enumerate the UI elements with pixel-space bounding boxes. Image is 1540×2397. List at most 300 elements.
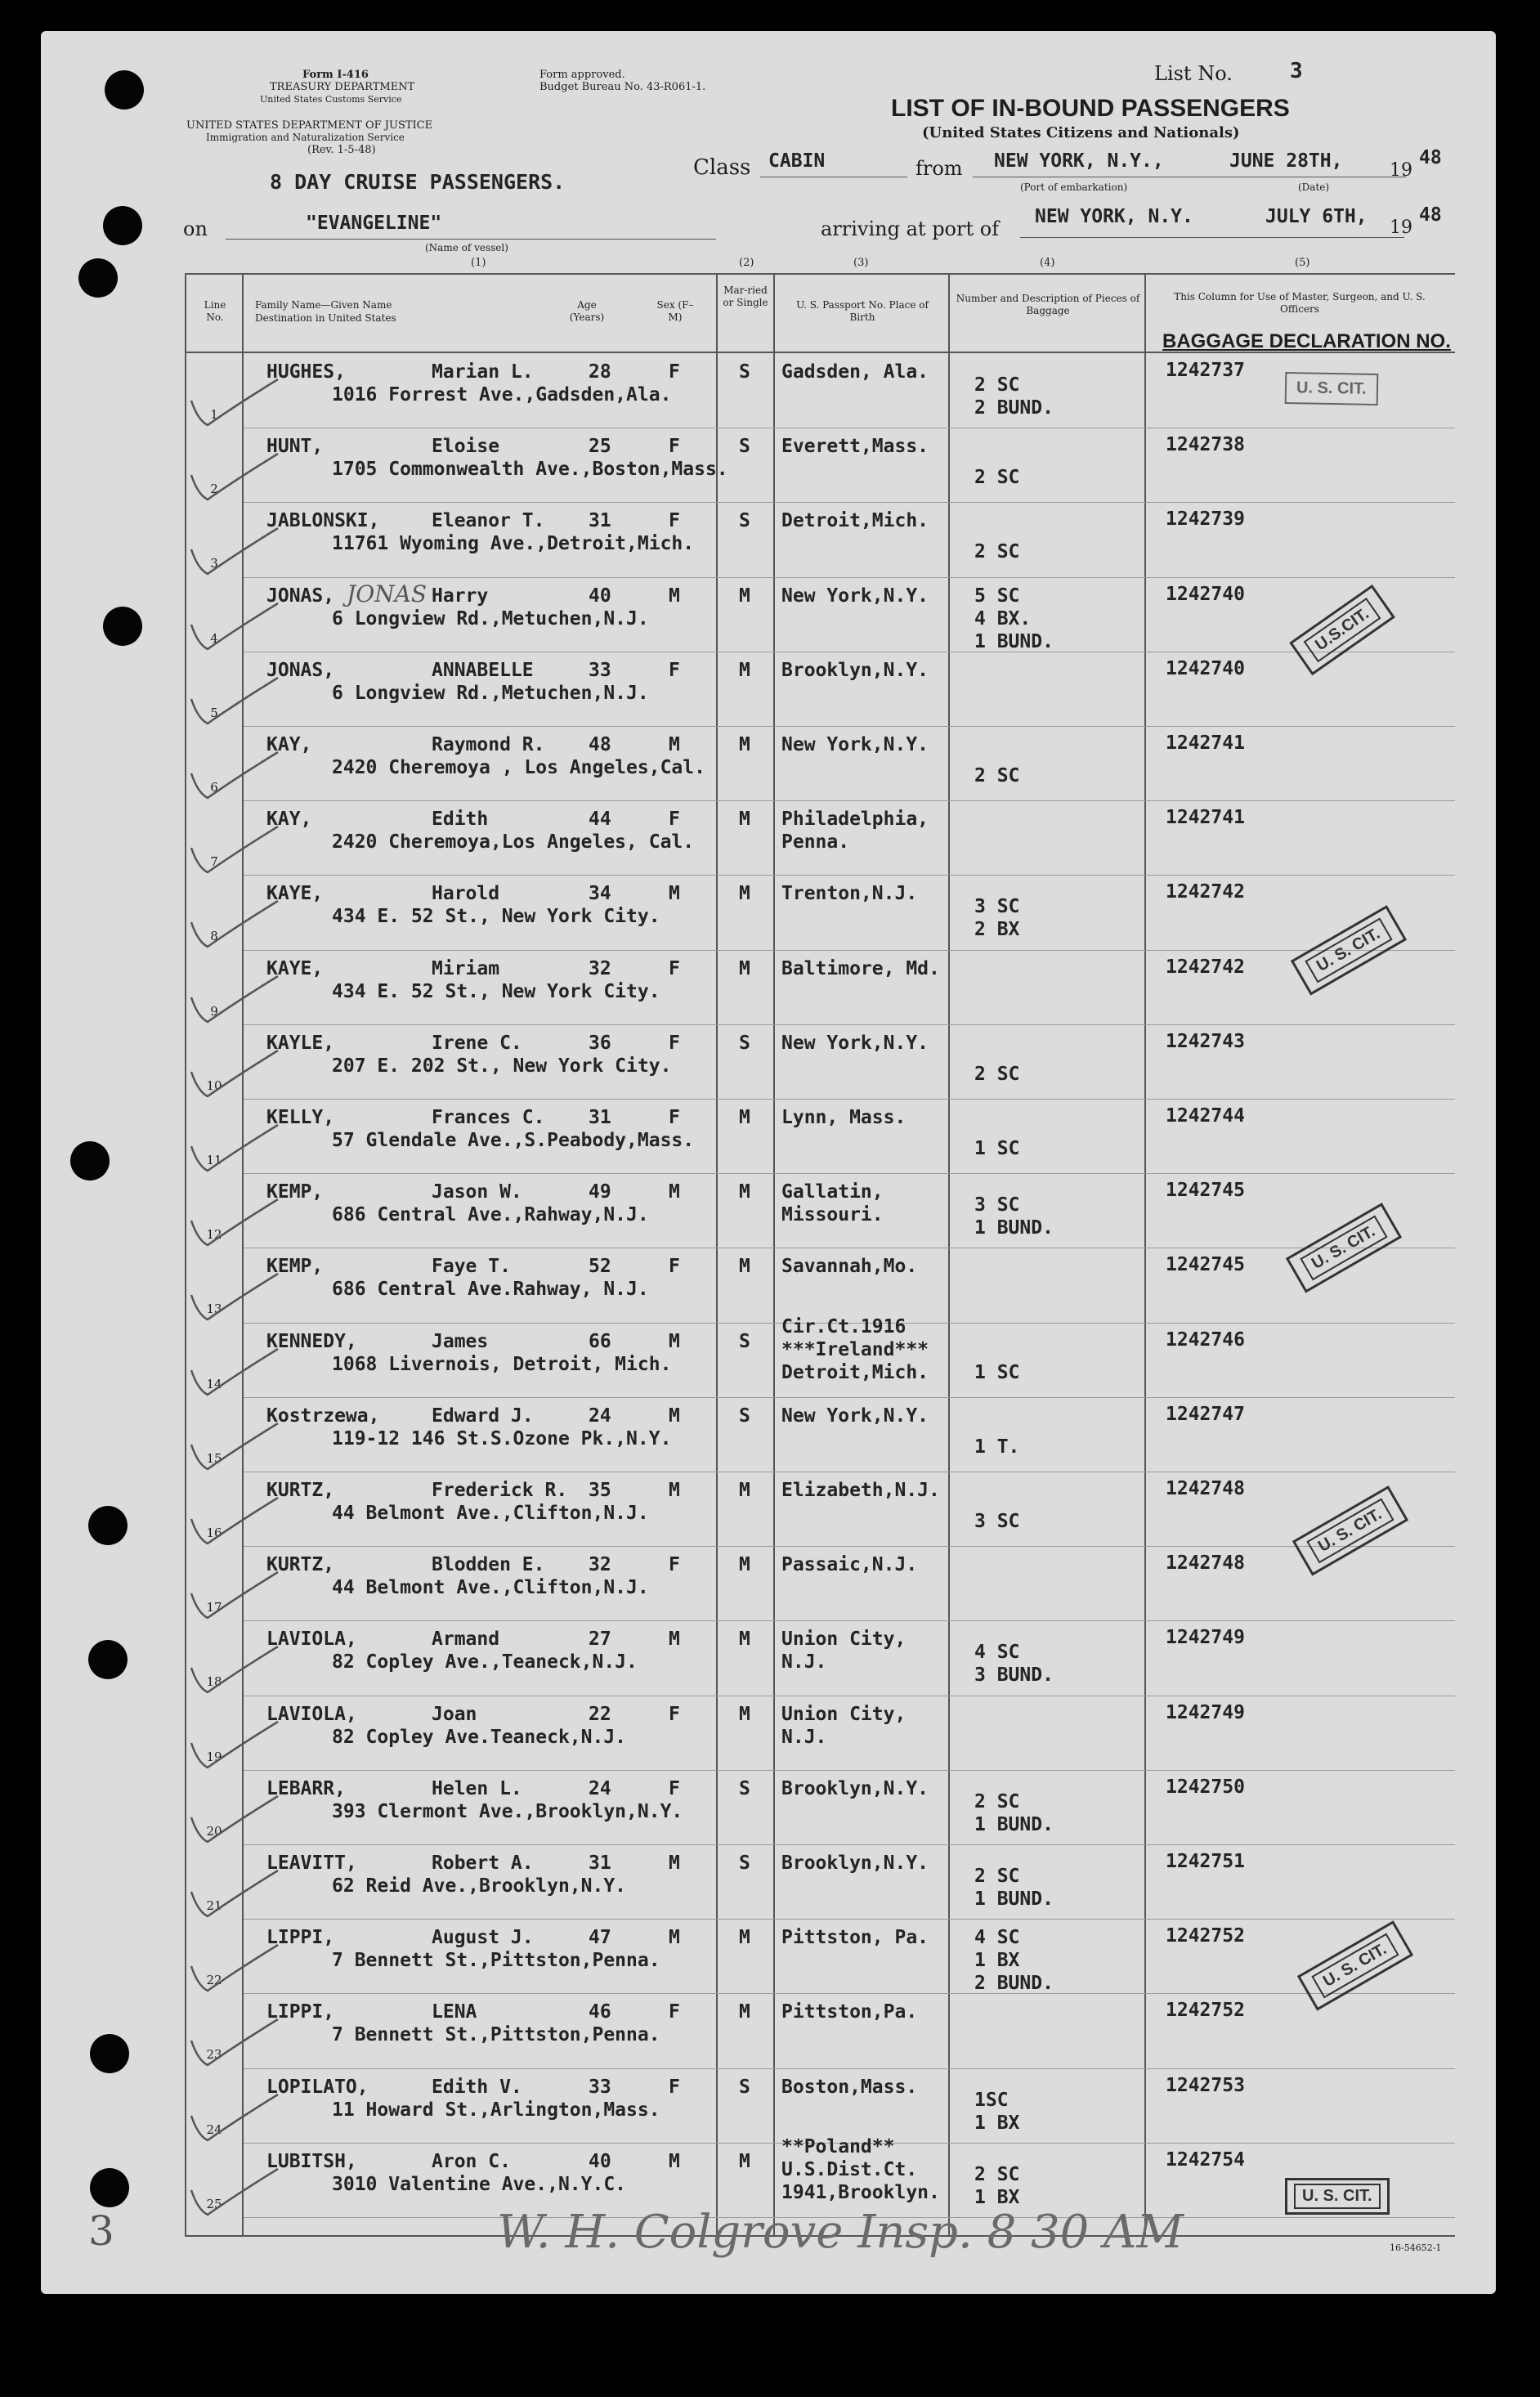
us-cit-stamp: U. S. CIT. [1291, 905, 1407, 995]
us-cit-stamp: U. S. CIT. [1286, 1203, 1402, 1293]
birthplace: Pittston, Pa. [781, 1927, 929, 1948]
marital-status: M [739, 1181, 750, 1203]
sex: M [669, 1629, 680, 1650]
given-name: Harry [432, 585, 489, 607]
declaration-number: 1242752 [1166, 2000, 1245, 2021]
declaration-number: 1242741 [1166, 807, 1245, 828]
birthplace: Cir.Ct.1916 [781, 1316, 907, 1337]
baggage-item: 4 BX. [974, 608, 1032, 629]
marital-status: M [739, 2001, 750, 2023]
date-label: (Date) [1298, 181, 1330, 193]
treasury-label: TREASURY DEPARTMENT [270, 81, 415, 93]
check-mark-icon [186, 597, 284, 662]
address: 11761 Wyoming Ave.,Detroit,Mich. [332, 533, 695, 554]
age: 36 [589, 1033, 611, 1054]
sex: F [669, 436, 680, 457]
marital-status: S [739, 1778, 750, 1799]
given-name: Robert A. [432, 1853, 534, 1874]
baggage-item: 2 BUND. [974, 397, 1054, 419]
baggage-item: 2 SC [974, 765, 1020, 786]
declaration-number: 1242740 [1166, 658, 1245, 679]
check-mark-icon [186, 820, 284, 885]
declaration-number: 1242752 [1166, 1925, 1245, 1947]
check-mark-icon [186, 894, 284, 960]
address: 82 Copley Ave.Teaneck,N.J. [332, 1727, 627, 1748]
family-name: JONAS, [266, 585, 335, 607]
row-divider [244, 1919, 1455, 1920]
family-name: JABLONSKI, [266, 510, 380, 531]
sex: F [669, 1704, 680, 1725]
row-divider [244, 1844, 1455, 1845]
given-name: August J. [432, 1927, 534, 1948]
check-mark-icon [186, 2013, 284, 2078]
given-name: Harold [432, 883, 500, 904]
birthplace: New York,N.Y. [781, 585, 929, 607]
line-number: 25 [206, 2197, 222, 2211]
baggage-item: 1 BX [974, 2187, 1020, 2208]
marital-status: M [739, 809, 750, 830]
check-mark-icon [186, 447, 284, 513]
check-mark-icon [186, 522, 284, 587]
baggage-item: 1 T. [974, 1436, 1020, 1458]
baggage-item: 3 SC [974, 1511, 1020, 1532]
address: 434 E. 52 St., New York City. [332, 981, 660, 1002]
row-divider [244, 502, 1455, 503]
birthplace: Union City, [781, 1704, 907, 1725]
birthplace: New York,N.Y. [781, 734, 929, 755]
on-label: on [183, 217, 208, 240]
age: 44 [589, 809, 611, 830]
row-divider [244, 726, 1455, 727]
age: 47 [589, 1927, 611, 1948]
from-port: NEW YORK, N.Y., [994, 150, 1164, 172]
check-mark-icon [186, 373, 284, 438]
us-cit-stamp: U. S. CIT. [1292, 1485, 1408, 1575]
age: 35 [589, 1480, 611, 1501]
check-mark-icon [186, 1491, 284, 1557]
baggage-item: 1 BUND. [974, 1814, 1054, 1835]
line-number: 10 [206, 1078, 222, 1093]
declaration-number: 1242747 [1166, 1404, 1245, 1425]
sex: F [669, 1554, 680, 1575]
inspector-signature: W. H. Colgrove Insp. 8 30 AM [497, 2206, 1184, 2259]
declaration-number: 1242750 [1166, 1776, 1245, 1798]
declaration-number: 1242739 [1166, 509, 1245, 530]
arrival-date: JULY 6TH, [1265, 206, 1368, 227]
sex: F [669, 660, 680, 681]
declaration-number: 1242745 [1166, 1254, 1245, 1275]
check-mark-icon [186, 1118, 284, 1184]
us-cit-stamp: U. S. CIT. [1285, 372, 1378, 405]
baggage-item: 2 BX [974, 919, 1020, 940]
row-divider [244, 1099, 1455, 1100]
marital-status: S [739, 1033, 750, 1054]
baggage-item: 4 SC [974, 1927, 1020, 1948]
marital-status: S [739, 1331, 750, 1352]
baggage-item: 4 SC [974, 1642, 1020, 1663]
declaration-number: 1242751 [1166, 1851, 1245, 1872]
given-name: Blodden E. [432, 1554, 545, 1575]
baggage-item: 2 SC [974, 541, 1020, 562]
baggage-item: 1 SC [974, 1138, 1020, 1159]
punch-hole [70, 1141, 110, 1181]
family-name: KEMP, [266, 1256, 324, 1277]
declaration-number: 1242744 [1166, 1105, 1245, 1127]
given-name: Helen L. [432, 1778, 522, 1799]
given-name: Aron C. [432, 2151, 511, 2172]
marital-status: M [739, 1480, 750, 1501]
birthplace: Brooklyn,N.Y. [781, 1853, 929, 1874]
col-num-3: (3) [853, 257, 869, 269]
age: 46 [589, 2001, 611, 2023]
row-divider [244, 1024, 1455, 1025]
address: 44 Belmont Ave.,Clifton,N.J. [332, 1503, 649, 1524]
marital-status: S [739, 436, 750, 457]
immigration-label: Immigration and Naturalization Service [206, 132, 405, 143]
family-name: KAY, [266, 734, 312, 755]
birthplace: N.J. [781, 1651, 827, 1673]
birthplace: Lynn, Mass. [781, 1107, 907, 1128]
age: 31 [589, 1107, 611, 1128]
given-name: Eloise [432, 436, 500, 457]
check-mark-icon [186, 1417, 284, 1482]
birthplace: Elizabeth,N.J. [781, 1480, 940, 1501]
birthplace: Gallatin, [781, 1181, 884, 1203]
baggage-item: 1 BX [974, 2112, 1020, 2134]
cruise-label: 8 DAY CRUISE PASSENGERS. [270, 170, 566, 194]
family-name: LOPILATO, [266, 2077, 369, 2098]
address: 2420 Cheremoya,Los Angeles, Cal. [332, 831, 695, 853]
col-num-4: (4) [1040, 257, 1055, 269]
baggage-item: 2 SC [974, 2164, 1020, 2185]
vessel-name: "EVANGELINE" [306, 213, 442, 234]
col-num-2: (2) [739, 257, 754, 269]
check-mark-icon [186, 746, 284, 811]
sex: M [669, 1331, 680, 1352]
family-name: LIPPI, [266, 2001, 335, 2023]
baggage-item: 1 SC [974, 1362, 1020, 1383]
address: 2420 Cheremoya , Los Angeles,Cal. [332, 757, 705, 778]
baggage-item: 2 SC [974, 374, 1020, 396]
age: 32 [589, 958, 611, 979]
header-destination: Destination in United States [255, 312, 396, 324]
family-name: LIPPI, [266, 1927, 335, 1948]
age: 40 [589, 2151, 611, 2172]
age: 33 [589, 660, 611, 681]
arrival-year: 48 [1419, 204, 1442, 226]
marital-status: M [739, 1554, 750, 1575]
baggage-item: 1 BX [974, 1950, 1020, 1971]
customs-label: United States Customs Service [260, 94, 402, 105]
age: 24 [589, 1405, 611, 1427]
line-number: 7 [210, 854, 218, 869]
birthplace: ***Ireland*** [781, 1339, 929, 1360]
age: 24 [589, 1778, 611, 1799]
address: 6 Longview Rd.,Metuchen,N.J. [332, 683, 649, 704]
marital-status: S [739, 510, 750, 531]
birthplace: Savannah,Mo. [781, 1256, 918, 1277]
header-line-no: Line No. [204, 299, 226, 323]
family-name: KAYLE, [266, 1033, 335, 1054]
birthplace: Brooklyn,N.Y. [781, 660, 929, 681]
arrival-year-prefix: 19 [1390, 217, 1412, 238]
family-name: JONAS, [266, 660, 335, 681]
family-name: KENNEDY, [266, 1331, 357, 1352]
age: 52 [589, 1256, 611, 1277]
declaration-number: 1242740 [1166, 584, 1245, 605]
line-number: 6 [210, 780, 218, 795]
given-name: Joan [432, 1704, 477, 1725]
birthplace: New York,N.Y. [781, 1405, 929, 1427]
address: 82 Copley Ave.,Teaneck,N.J. [332, 1651, 638, 1673]
declaration-number: 1242748 [1166, 1552, 1245, 1574]
marital-status: M [739, 1927, 750, 1948]
list-no-label: List No. [1154, 62, 1233, 85]
declaration-number: 1242738 [1166, 434, 1245, 455]
birthplace: Pittston,Pa. [781, 2001, 918, 2023]
sex: M [669, 1853, 680, 1874]
marital-status: M [739, 660, 750, 681]
row-divider [244, 875, 1455, 876]
age: 32 [589, 1554, 611, 1575]
age: 28 [589, 361, 611, 383]
given-name: Armand [432, 1629, 500, 1650]
header-passport: U. S. Passport No. Place of Birth [796, 299, 929, 323]
declaration-number: 1242741 [1166, 733, 1245, 754]
given-name: James [432, 1331, 489, 1352]
justice-label: UNITED STATES DEPARTMENT OF JUSTICE [186, 119, 433, 132]
sex: F [669, 809, 680, 830]
declaration-number: 1242754 [1166, 2149, 1245, 2171]
address: 7 Bennett St.,Pittston,Penna. [332, 1950, 660, 1971]
line-number: 17 [206, 1600, 222, 1615]
page-subtitle: (United States Citizens and Nationals) [922, 124, 1240, 141]
given-name: Irene C. [432, 1033, 522, 1054]
sex: F [669, 1778, 680, 1799]
line-number: 4 [210, 631, 218, 646]
birthplace: Baltimore, Md. [781, 958, 940, 979]
sex: F [669, 510, 680, 531]
age: 66 [589, 1331, 611, 1352]
baggage-item: 2 SC [974, 467, 1020, 488]
birthplace: Brooklyn,N.Y. [781, 1778, 929, 1799]
family-name: LEAVITT, [266, 1853, 357, 1874]
birthplace: Everett,Mass. [781, 436, 929, 457]
marital-status: S [739, 2077, 750, 2098]
address: 62 Reid Ave.,Brooklyn,N.Y. [332, 1875, 627, 1897]
sex: M [669, 1480, 680, 1501]
family-name: KAYE, [266, 883, 324, 904]
class-value: CABIN [768, 150, 826, 172]
depart-year: 48 [1419, 147, 1442, 168]
age: 31 [589, 510, 611, 531]
marital-status: M [739, 1629, 750, 1650]
line-number: 3 [210, 556, 218, 571]
given-name: Frederick R. [432, 1480, 568, 1501]
birthplace: Missouri. [781, 1204, 884, 1225]
sex: M [669, 1927, 680, 1948]
approved-label: Form approved. [539, 69, 625, 81]
header-officers: This Column for Use of Master, Surgeon, and U. S. Officers [1174, 291, 1426, 315]
baggage-item: 3 BUND. [974, 1664, 1054, 1686]
family-name: HUGHES, [266, 361, 346, 383]
header-declaration: BAGGAGE DECLARATION NO. [1162, 330, 1451, 352]
address: 6 Longview Rd.,Metuchen,N.J. [332, 608, 649, 629]
punch-hole [78, 258, 118, 298]
birthplace: Gadsden, Ala. [781, 361, 929, 383]
rev-label: (Rev. 1-5-48) [307, 144, 376, 156]
line-number: 16 [206, 1526, 222, 1540]
row-divider [244, 1770, 1455, 1771]
check-mark-icon [186, 1193, 284, 1258]
punch-hole [88, 1506, 128, 1545]
line-number: 15 [206, 1451, 222, 1466]
address: 57 Glendale Ave.,S.Peabody,Mass. [332, 1130, 695, 1151]
age: 40 [589, 585, 611, 607]
check-mark-icon [186, 2088, 284, 2153]
baggage-item: 2 SC [974, 1866, 1020, 1887]
punch-hole [90, 2168, 129, 2207]
line-number: 19 [206, 1750, 222, 1764]
given-name: Eleanor T. [432, 510, 545, 531]
sex: F [669, 361, 680, 383]
declaration-number: 1242753 [1166, 2075, 1245, 2096]
punch-hole [105, 70, 144, 110]
birthplace: Penna. [781, 831, 850, 853]
birthplace: Detroit,Mich. [781, 510, 929, 531]
baggage-item: 2 BUND. [974, 1973, 1054, 1994]
punch-hole [103, 206, 142, 245]
baggage-item: 1 BUND. [974, 1217, 1054, 1239]
address: 119-12 146 St.S.Ozone Pk.,N.Y. [332, 1428, 672, 1449]
age: 27 [589, 1629, 611, 1650]
year-prefix: 19 [1390, 160, 1412, 181]
given-name: LENA [432, 2001, 477, 2023]
baggage-item: 1SC [974, 2090, 1009, 2111]
sex: F [669, 1256, 680, 1277]
line-number: 11 [206, 1153, 222, 1167]
address: 3010 Valentine Ave.,N.Y.C. [332, 2174, 627, 2195]
header-name: Family Name—Given Name [255, 299, 392, 311]
declaration-number: 1242748 [1166, 1478, 1245, 1499]
vessel-label: (Name of vessel) [425, 242, 508, 253]
check-mark-icon [186, 1715, 284, 1781]
line-number: 8 [210, 929, 218, 943]
sex: M [669, 2151, 680, 2172]
line-number: 9 [210, 1004, 218, 1019]
sex: F [669, 958, 680, 979]
birthplace: Passaic,N.J. [781, 1554, 918, 1575]
line-number: 1 [210, 407, 218, 422]
check-mark-icon [186, 1267, 284, 1333]
address: 434 E. 52 St., New York City. [332, 906, 660, 927]
birthplace: Boston,Mass. [781, 2077, 918, 2098]
line-number: 23 [206, 2047, 222, 2062]
form-number: Form I-416 [302, 69, 369, 81]
header-age: Age (Years) [569, 299, 605, 323]
family-name: LUBITSH, [266, 2151, 357, 2172]
sex: F [669, 2077, 680, 2098]
row-divider [244, 800, 1455, 801]
sex: M [669, 585, 680, 607]
line-number: 20 [206, 1824, 222, 1839]
baggage-item: 3 SC [974, 1194, 1020, 1216]
col-num-1: (1) [471, 257, 486, 269]
header-sex: Sex (F–M) [656, 299, 694, 323]
depart-date: JUNE 28TH, [1229, 150, 1343, 172]
age: 48 [589, 734, 611, 755]
birthplace: New York,N.Y. [781, 1033, 929, 1054]
declaration-number: 1242742 [1166, 957, 1245, 978]
age: 34 [589, 883, 611, 904]
check-mark-icon [186, 1640, 284, 1705]
header-married: Mar-ried or Single [723, 285, 768, 308]
row-divider [244, 2068, 1455, 2069]
baggage-item: 1 BUND. [974, 1888, 1054, 1910]
family-name: KAYE, [266, 958, 324, 979]
address: 1016 Forrest Ave.,Gadsden,Ala. [332, 384, 672, 405]
birthplace: Detroit,Mich. [781, 1362, 929, 1383]
page-title: LIST OF IN-BOUND PASSENGERS [891, 95, 1290, 122]
given-name: Edith [432, 809, 489, 830]
check-mark-icon [186, 671, 284, 737]
port-embark-label: (Port of embarkation) [1020, 181, 1128, 193]
row-divider [244, 1173, 1455, 1174]
baggage-item: 5 SC [974, 585, 1020, 607]
address: 207 E. 202 St., New York City. [332, 1055, 672, 1077]
birthplace: Trenton,N.J. [781, 883, 918, 904]
sex: M [669, 1405, 680, 1427]
birthplace: U.S.Dist.Ct. [781, 2159, 918, 2180]
age: 33 [589, 2077, 611, 2098]
marital-status: M [739, 734, 750, 755]
baggage-item: 3 SC [974, 896, 1020, 917]
given-name: ANNABELLE [432, 660, 534, 681]
us-cit-stamp: U. S. CIT. [1297, 1920, 1413, 2010]
sex: M [669, 1181, 680, 1203]
sex: M [669, 883, 680, 904]
declaration-number: 1242749 [1166, 1627, 1245, 1648]
family-name: Kostrzewa, [266, 1405, 380, 1427]
family-name: LAVIOLA, [266, 1629, 357, 1650]
us-cit-stamp: U. S. CIT. [1285, 2178, 1390, 2215]
list-no-value: 3 [1290, 59, 1303, 83]
address: 1068 Livernois, Detroit, Mich. [332, 1354, 672, 1375]
given-name: Edith V. [432, 2077, 522, 2098]
check-mark-icon [186, 1864, 284, 1929]
declaration-number: 1242743 [1166, 1031, 1245, 1052]
given-name: Frances C. [432, 1107, 545, 1128]
check-mark-icon [186, 1044, 284, 1109]
check-mark-icon [186, 2162, 284, 2228]
row-divider [244, 577, 1455, 578]
family-name: LAVIOLA, [266, 1704, 357, 1725]
birthplace: 1941,Brooklyn. [781, 2182, 940, 2203]
family-name: KURTZ, [266, 1554, 335, 1575]
marital-status: M [739, 585, 750, 607]
sex: F [669, 1107, 680, 1128]
from-label: from [915, 157, 963, 180]
check-mark-icon [186, 1342, 284, 1408]
sex: M [669, 734, 680, 755]
address: 686 Central Ave.Rahway, N.J. [332, 1279, 649, 1300]
line-number: 18 [206, 1674, 222, 1689]
line-number: 13 [206, 1302, 222, 1316]
birthplace: N.J. [781, 1727, 827, 1748]
check-mark-icon [186, 1938, 284, 2004]
row-divider [244, 1546, 1455, 1547]
header-baggage: Number and Description of Pieces of Baggage [956, 293, 1140, 316]
